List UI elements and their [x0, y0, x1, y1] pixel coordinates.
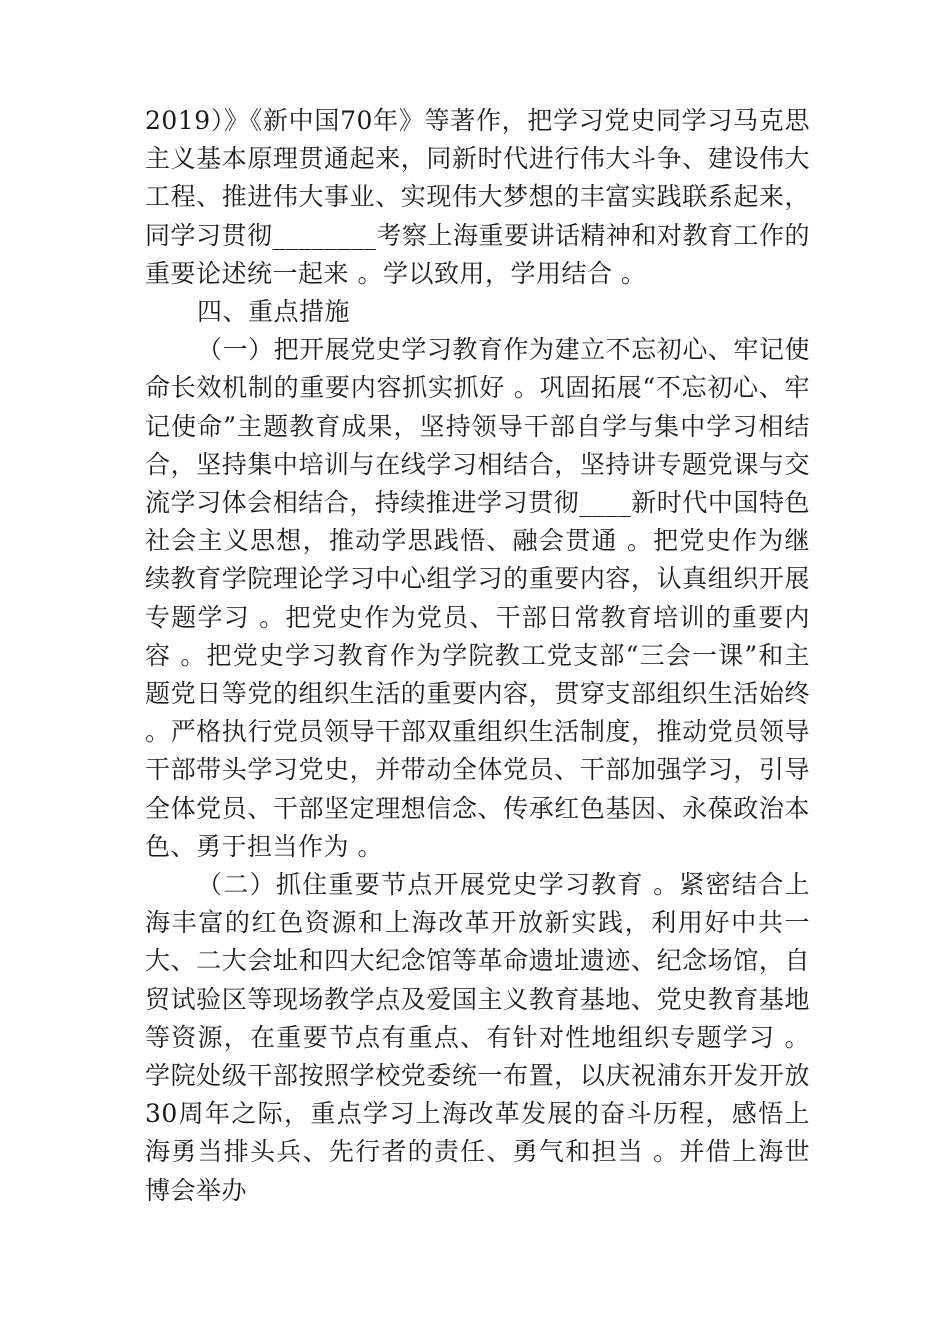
paragraph-continued: 2019）》《新中国70年》等著作，把学习党史同学习马克思主义基本原理贯通起来，同新时代进行伟大斗争、建设伟大工程、推进伟大事业、实现伟大梦想的丰富实践联系起来，同学习贯彻________考察上海重要讲话精神和对教育工作的重要论述统一起来 。学以致用，学用结合 。 — [145, 106, 811, 288]
measure-paragraph-1: （一）把开展党史学习教育作为建立不忘初心、牢记使命长效机制的重要内容抓实抓好 。巩固拓展“不忘初心、牢记使命”主题教育成果，坚持领导干部自学与集中学习相结合，坚持集中培训与在线学习相结合，坚持讲专题党课与交流学习体会相结合，持续推进学习贯彻____新时代中国特色社会主义思想，推动学思践悟、融会贯通 。把党史作为继续教育学院理论学习中心组学习的重要内容，认真组织开展专题学习 。把党史作为党员、干部日常教育培训的重要内容 。把党史学习教育作为学院教工党支部“三会一课”和主题党日等党的组织生活的重要内容，贯穿支部组织生活始终 。严格执行党员领导干部双重组织生活制度，推动党员领导干部带头学习党史，并带动全体党员、干部加强学习，引导全体党员、干部坚定理想信念、传承红色基因、永葆政治本色、勇于担当作为 。 — [145, 335, 810, 861]
measure-paragraph-2: （二）抓住重要节点开展党史学习教育 。紧密结合上海丰富的红色资源和上海改革开放新实践，利用好中共一大、二大会址和四大纪念馆等革命遗址遗迹、纪念场馆，自贸试验区等现场教学点及爱国主义教育基地、党史教育基地等资源，在重要节点有重点、有针对性地组织专题学习 。学院处级干部按照学校党委统一布置，以庆祝浦东开发开放30周年之际，重点学习上海改革发展的奋斗历程，感悟上海勇当排头兵、先行者的责任、勇气和担当 。并借上海世博会举办 — [145, 870, 810, 1205]
document-page — [145, 102, 810, 1210]
section-heading: 四、重点措施 — [197, 297, 351, 327]
